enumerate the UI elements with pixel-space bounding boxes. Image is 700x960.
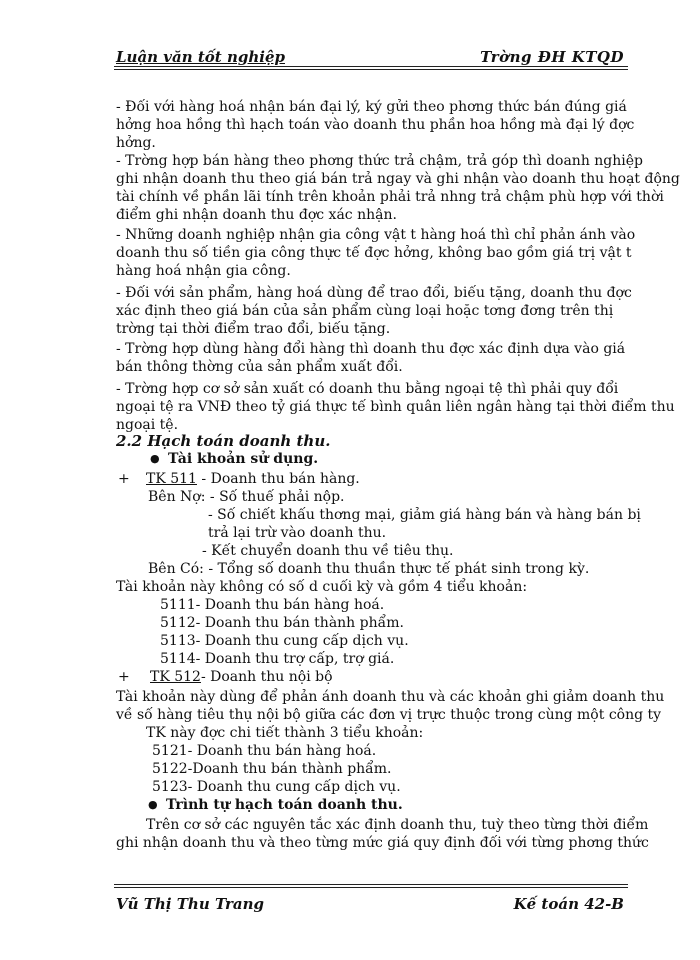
ben-co-line: Bên Có: - Tổng số doanh thu thuần thực tế phát sinh trong kỳ.	[148, 561, 590, 577]
bullet-2-title: Trình tự hạch toán doanh thu.	[166, 797, 403, 813]
tk511-plus: +	[118, 471, 130, 487]
header-rule-thin	[114, 69, 628, 70]
paragraph-6-line-1: - Trờng hợp cơ sở sản xuất có doanh thu bằng ngoại tệ thì phải quy đổi	[116, 381, 619, 397]
paragraph-3-line-2: doanh thu số tiền gia công thực tế đợc hởng, không bao gồm giá trị vật t	[116, 245, 632, 261]
sub-account-5121: 5121- Doanh thu bán hàng hoá.	[152, 743, 377, 759]
tk512-code: TK 512	[150, 669, 201, 685]
tk511-title: - Doanh thu bán hàng.	[196, 471, 360, 487]
paragraph-3-line-1: - Những doanh nghiệp nhận gia công vật t hàng hoá thì chỉ phản ánh vào	[116, 227, 636, 243]
paragraph-3-line-3: hàng hoá nhận gia công.	[116, 263, 291, 279]
header-right-title: Trờng ĐH KTQD	[480, 48, 624, 66]
closing-line-2: ghi nhận doanh thu và theo từng mức giá quy định đối với từng phơng thức	[116, 835, 649, 851]
tk512-desc-line-2: về số hàng tiêu thụ nội bộ giữa các đơn vị trực thuộc trong cùng một công ty	[116, 707, 662, 723]
paragraph-1-line-3: hởng.	[116, 135, 156, 151]
closing-line-1: Trên cơ sở các nguyên tắc xác định doanh thu, tuỳ theo từng thời điểm	[146, 817, 649, 833]
paragraph-2-line-1: - Trờng hợp bán hàng theo phơng thức trả chậm, trả góp thì doanh nghiệp	[116, 153, 644, 169]
paragraph-6-line-3: ngoại tệ.	[116, 417, 179, 433]
ben-no-line-1: Bên Nợ: - Số thuế phải nộp.	[148, 489, 345, 505]
footer-author: Vũ Thị Thu Trang	[116, 895, 265, 913]
tk512-plus: +	[118, 669, 130, 685]
paragraph-1-line-2: hởng hoa hồng thì hạch toán vào doanh thu phần hoa hồng mà đại lý đợc	[116, 117, 635, 133]
paragraph-4-line-1: - Đối với sản phẩm, hàng hoá dùng để trao đổi, biếu tặng, doanh thu đợc	[116, 285, 632, 301]
paragraph-2-line-2: ghi nhận doanh thu theo giá bán trả ngay và ghi nhận vào doanh thu hoạt động	[116, 171, 680, 187]
tk511-intro: Tài khoản này không có số d cuối kỳ và gồm 4 tiểu khoản:	[116, 579, 528, 595]
tk512-entry	[150, 668, 333, 686]
paragraph-4-line-3: trờng tại thời điểm trao đổi, biếu tặng.	[116, 321, 391, 337]
paragraph-5-line-2: bán thông thờng của sản phẩm xuất đổi.	[116, 359, 403, 375]
sub-account-5111: 5111- Doanh thu bán hàng hoá.	[160, 597, 385, 613]
header-left-title: Luận văn tốt nghiệp	[116, 48, 285, 66]
sub-account-5122: 5122-Doanh thu bán thành phẩm.	[152, 761, 392, 777]
footer-rule-thin	[114, 887, 628, 888]
tk511-code: TK 511	[146, 471, 197, 487]
sub-account-5113: 5113- Doanh thu cung cấp dịch vụ.	[160, 633, 409, 649]
paragraph-1-line-1: - Đối với hàng hoá nhận bán đại lý, ký gửi theo phơng thức bán đúng giá	[116, 99, 627, 115]
bullet-icon: ●	[148, 798, 158, 811]
sub-account-5112: 5112- Doanh thu bán thành phẩm.	[160, 615, 404, 631]
ben-no-line-2: - Số chiết khấu thơng mại, giảm giá hàng bán và hàng bán bị	[208, 507, 641, 523]
tk512-detail: TK này đợc chi tiết thành 3 tiểu khoản:	[146, 725, 424, 741]
section-heading: 2.2 Hạch toán doanh thu.	[116, 432, 331, 450]
paragraph-6-line-2: ngoại tệ ra VNĐ theo tỷ giá thực tế bình quân liên ngân hàng tại thời điểm thu	[116, 399, 675, 415]
tk512-title: - Doanh thu nội bộ	[200, 669, 333, 685]
footer-rule	[114, 884, 628, 885]
sub-account-5114: 5114- Doanh thu trợ cấp, trợ giá.	[160, 651, 395, 667]
bullet-icon: ●	[150, 452, 160, 465]
bullet-1-title: Tài khoản sử dụng.	[168, 451, 319, 467]
paragraph-4-line-2: xác định theo giá bán của sản phẩm cùng loại hoặc tơng đơng trên thị	[116, 303, 614, 319]
paragraph-5-line-1: - Trờng hợp dùng hàng đổi hàng thì doanh thu đợc xác định dựa vào giá	[116, 341, 626, 357]
footer-class: Kế toán 42-B	[513, 895, 624, 913]
tk512-desc-line-1: Tài khoản này dùng để phản ánh doanh thu và các khoản ghi giảm doanh thu	[116, 689, 665, 705]
header-rule	[114, 66, 628, 67]
paragraph-2-line-4: điểm ghi nhận doanh thu đợc xác nhận.	[116, 207, 397, 223]
ben-no-line-4: - Kết chuyển doanh thu về tiêu thụ.	[202, 543, 454, 559]
ben-no-line-3: trả lại trừ vào doanh thu.	[208, 525, 387, 541]
sub-account-5123: 5123- Doanh thu cung cấp dịch vụ.	[152, 779, 401, 795]
paragraph-2-line-3: tài chính về phần lãi tính trên khoản phải trả nhng trả chậm phù hợp với thời	[116, 189, 664, 205]
tk511-entry	[146, 470, 360, 488]
